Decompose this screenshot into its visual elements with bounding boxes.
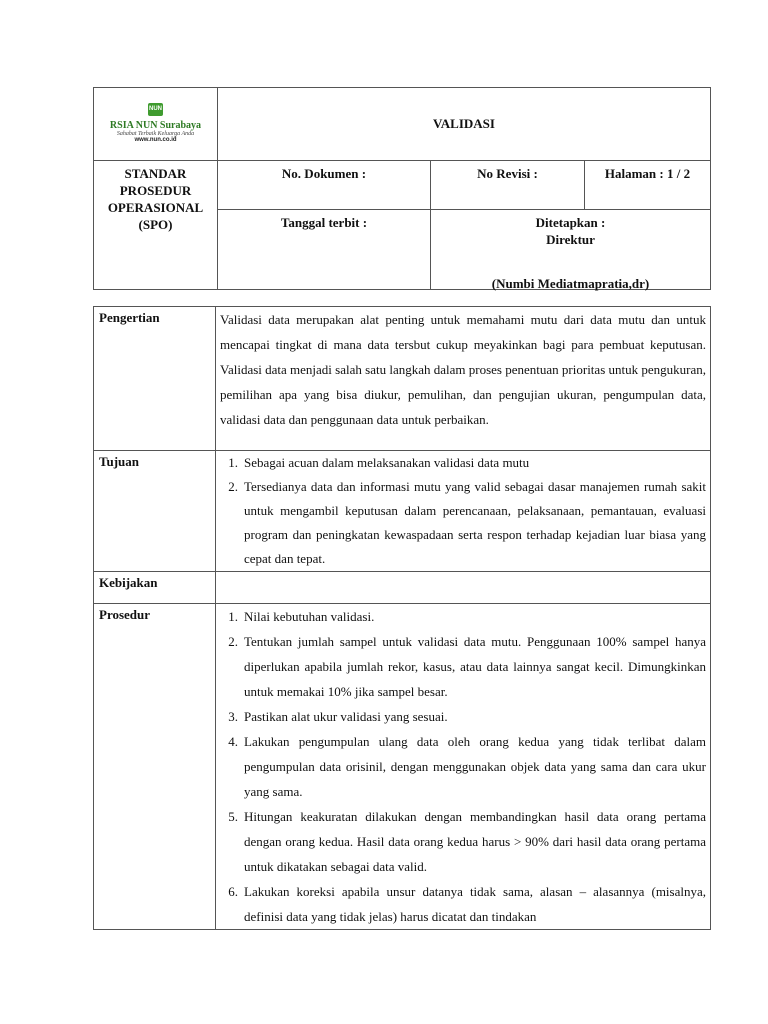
ditetapkan-cell — [431, 210, 711, 290]
kebijakan-cell — [216, 572, 711, 604]
halaman-label: Halaman : 1 / 2 — [585, 161, 711, 210]
list-item — [216, 704, 710, 729]
list-item-number: 3. — [228, 709, 238, 724]
prosedur-cell — [216, 604, 711, 930]
list-item — [216, 451, 710, 475]
list-item — [216, 629, 710, 704]
pengertian-cell — [216, 307, 711, 451]
kebijakan-label: Kebijakan — [94, 572, 216, 604]
document-title: VALIDASI — [218, 88, 711, 161]
prosedur-label: Prosedur — [94, 604, 216, 930]
list-item-text: Hitungan keakuratan dilakukan dengan membandingkan hasil data orang pertama dengan orang kedua. Hasil data orang kedua harus > 90% dari hasil data orang pertama untuk dikatakan sebagai data valid. — [244, 809, 706, 874]
list-item-text: Sebagai acuan dalam melaksanakan validasi data mutu — [244, 455, 530, 470]
spo-label-text: STANDAR PROSEDUR OPERASIONAL (SPO) — [107, 166, 204, 232]
no-dokumen-label: No. Dokumen : — [218, 161, 431, 210]
logo — [110, 103, 201, 143]
content-table — [93, 306, 711, 930]
spo-label — [94, 161, 218, 290]
list-item-text: Pastikan alat ukur validasi yang sesuai. — [244, 709, 448, 724]
pengertian-label: Pengertian — [94, 307, 216, 451]
logo-url: www.nun.co.id — [134, 137, 177, 143]
tujuan-cell — [216, 451, 711, 572]
ditetapkan-label: Ditetapkan : — [535, 215, 606, 230]
logo-cell — [94, 88, 218, 161]
direktur-label: Direktur — [546, 232, 595, 247]
list-item-text: Lakukan koreksi apabila unsur datanya tidak sama, alasan – alasannya (misalnya, definisi data yang tidak jelas) harus dicatat dan tindakan — [244, 884, 706, 924]
list-item-number: 1. — [228, 455, 238, 470]
logo-mark-icon: NUN — [148, 103, 163, 116]
list-item-number: 2. — [228, 634, 238, 649]
list-item — [216, 604, 710, 629]
list-item — [216, 729, 710, 804]
list-item-text: Tersedianya data dan informasi mutu yang valid sebagai dasar manajemen rumah sakit untuk mengambil keputusan dalam perencanaan, pelaksanaan, pemantauan, evaluasi program dan peningkatan kewaspadaan serta respon terhadap kejadian luar biasa yang cepat dan tepat. — [244, 479, 706, 566]
logo-name: RSIA NUN Surabaya — [109, 120, 202, 131]
list-item — [216, 879, 710, 929]
list-item-text: Tentukan jumlah sampel untuk validasi data mutu. Penggunaan 100% sampel hanya diperlukan apabila jumlah rekor, kasus, atau data lainnya sangat kecil. Dimungkinkan untuk memakai 10% jika sampel besar. — [244, 634, 706, 699]
header-table — [93, 87, 711, 290]
no-revisi-label: No Revisi : — [431, 161, 585, 210]
list-item-number: 4. — [228, 734, 238, 749]
list-item-number: 1. — [228, 609, 238, 624]
list-item-number: 5. — [228, 809, 238, 824]
list-item-text: Lakukan pengumpulan ulang data oleh orang kedua yang tidak terlibat dalam pengumpulan data orisinil, dengan menggunakan objek data yang sama dan cara ukur yang sama. — [244, 734, 706, 799]
list-item-number: 6. — [228, 884, 238, 899]
prosedur-list — [216, 604, 710, 929]
list-item-text: Nilai kebutuhan validasi. — [244, 609, 375, 624]
logo-tagline: Sahabat Terbaik Keluarga Anda — [116, 131, 195, 137]
tanggal-terbit-label: Tanggal terbit : — [218, 210, 431, 290]
tujuan-list — [216, 451, 710, 571]
list-item — [216, 475, 710, 571]
tujuan-label: Tujuan — [94, 451, 216, 572]
signatory-name: (Numbi Mediatmapratia,dr) — [491, 276, 650, 291]
list-item — [216, 804, 710, 879]
pengertian-text: Validasi data merupakan alat penting untuk memahami mutu dari data mutu dan untuk mencapai tingkat di mana data tersbut cukup meyakinkan bagi para pembuat keputusan. Validasi data menjadi salah satu langkah dalam proses penentuan prioritas untuk pengukuran, pemilihan apa yang bisa diukur, pemulihan, dan pengujian ukuran, pengumpulan data, validasi data dan penggunaan data untuk perbaikan. — [220, 312, 706, 427]
list-item-number: 2. — [228, 479, 238, 494]
